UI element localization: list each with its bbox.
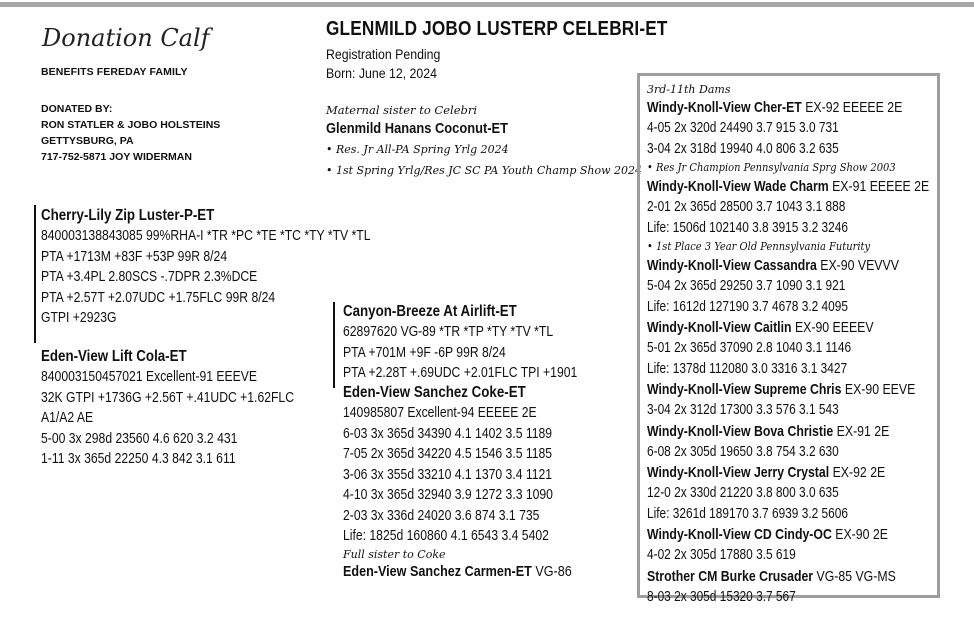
maternal-sister-label: Maternal sister to Celebri: [326, 103, 478, 117]
mgs-block: [343, 301, 622, 384]
dams-heading: 3rd-11th Dams: [647, 83, 731, 96]
mgs-line: PTA +2.28T +.69UDC +2.01FLC TPI +1901: [343, 365, 578, 381]
dam-name-row: [647, 462, 929, 483]
full-sister-line: [343, 562, 572, 583]
dam-record-line: 2-01 2x 365d 28500 3.7 1043 3.1 888: [647, 199, 846, 215]
donated-by-label: DONATED BY:: [41, 103, 113, 115]
maternal-sister-award: • 1st Spring Yrlg/Res JC SC PA Youth Champ Show 2024: [326, 164, 643, 177]
registration-status: Registration Pending: [326, 46, 441, 62]
granddam-line: Life: 1825d 160860 4.1 6543 3.4 5402: [343, 528, 549, 544]
dam-award-note: • Res Jr Champion Pennsylvania Sprg Show 2003: [647, 161, 896, 174]
sire-line: PTA +3.4PL 2.80SCS -.7DPR 2.3%DCE: [41, 269, 258, 285]
mgs-line: PTA +701M +9F -6P 99R 8/24: [343, 344, 506, 361]
dam-award-note: • 1st Place 3 Year Old Pennsylvania Futurity: [647, 240, 871, 253]
dam-score: EX-90 VEVVV: [816, 257, 899, 274]
donated-by-block: [41, 101, 220, 165]
animal-name: GLENMILD JOBO LUSTERP CELEBRI-ET: [326, 18, 668, 40]
mgs-name: Canyon-Breeze At Airlift-ET: [343, 303, 517, 320]
dam-line: 32K GTPI +1736G +2.56T +.41UDC +1.62FLC: [41, 389, 294, 406]
donor-contact: 717-752-5871 JOY WIDERMAN: [41, 151, 192, 163]
donor-location: GETTYSBURG, PA: [41, 135, 134, 147]
granddam-name: Eden-View Sanchez Coke-ET: [343, 384, 526, 401]
granddam-line: 6-03 3x 365d 34390 4.1 1402 3.5 1189: [343, 425, 553, 442]
dam-name: Windy-Knoll-View Jerry Crystal: [647, 464, 830, 481]
dam-record-line: Life: 1506d 102140 3.8 3915 3.2 3246: [647, 219, 849, 236]
dam-record-line: 5-04 2x 365d 29250 3.7 1090 3.1 921: [647, 278, 846, 294]
dam-name: Windy-Knoll-View CD Cindy-OC: [647, 526, 832, 543]
mgs-bracket: [333, 302, 335, 388]
sire-line: GTPI +2923G: [41, 310, 117, 326]
dam-line: 5-00 3x 298d 23560 4.6 620 3.2 431: [41, 430, 238, 447]
dam-score: EX-91 2E: [833, 422, 890, 440]
dam-name-row: [647, 379, 929, 400]
dam-score: VG-85 VG-MS: [813, 567, 896, 585]
dam-record-line: 12-0 2x 330d 21220 3.8 800 3.0 635: [647, 485, 839, 501]
sire-line: PTA +2.57T +2.07UDC +1.75FLC 99R 8/24: [41, 289, 276, 306]
granddam-line: 140985807 Excellent-94 EEEEE 2E: [343, 405, 537, 421]
dam-block: [41, 346, 342, 470]
dam-name: Windy-Knoll-View Cassandra: [647, 257, 817, 274]
dams-box: [637, 73, 940, 605]
full-sister-note: Full sister to Coke: [343, 547, 446, 561]
granddam-line: 3-06 3x 355d 33210 4.1 1370 3.4 1121: [343, 466, 553, 483]
dam-record-line: Life: 1612d 127190 3.7 4678 3.2 4095: [647, 298, 849, 315]
donor-names: RON STATLER & JOBO HOLSTEINS: [41, 119, 221, 131]
dam-score: EX-90 EEEEV: [791, 319, 874, 336]
sire-bracket: [34, 205, 36, 343]
maternal-sister-award: • Res. Jr All-PA Spring Yrlg 2024: [326, 143, 509, 156]
granddam-line: 2-03 3x 336d 24020 3.6 874 3.1 735: [343, 507, 540, 524]
dam-record-line: Life: 1378d 112080 3.0 3316 3.1 3427: [647, 360, 848, 377]
dam-line: A1/A2 AE: [41, 410, 94, 426]
birth-date: Born: June 12, 2024: [326, 65, 437, 81]
dam-record-line: 3-04 2x 312d 17300 3.3 576 3.1 543: [647, 402, 839, 418]
sire-line: PTA +1713M +83F +53P 99R 8/24: [41, 248, 228, 265]
dam-name: Eden-View Lift Cola-ET: [41, 348, 187, 365]
dam-name: Windy-Knoll-View Caitlin: [647, 319, 792, 336]
maternal-sister-block: [326, 102, 642, 181]
dam-name: Windy-Knoll-View Bova Christie: [647, 422, 834, 440]
dam-score: EX-90 2E: [831, 526, 888, 543]
dam-record-line: Life: 3261d 189170 3.7 6939 3.2 5606: [647, 505, 849, 522]
dams-list: [647, 82, 974, 607]
dam-record-line: 6-08 2x 305d 19650 3.8 754 3.2 630: [647, 443, 839, 460]
granddam-line: 4-10 3x 365d 32940 3.9 1272 3.3 1090: [343, 487, 553, 503]
dam-score: EX-92 2E: [829, 464, 886, 481]
sire-line: 840003138843085 99%RHA-I *TR *PC *TE *TC *TY *TV *TL: [41, 228, 371, 244]
dam-score: EX-90 EEVE: [841, 381, 916, 398]
dam-name-row: [647, 97, 929, 118]
mgs-line: 62897620 VG-89 *TR *TP *TY *TV *TL: [343, 324, 554, 340]
dam-name: Strother CM Burke Crusader: [647, 567, 814, 585]
dam-name-row: [647, 255, 929, 276]
dam-record-line: 4-05 2x 320d 24490 3.7 915 3.0 731: [647, 120, 839, 136]
dam-record-line: 5-01 2x 365d 37090 2.8 1040 3.1 1146: [647, 340, 852, 356]
full-sister-score: VG-86: [531, 562, 572, 580]
dam-record-line: 3-04 2x 318d 19940 4.0 806 3.2 635: [647, 140, 839, 157]
dam-name-row: [647, 317, 929, 338]
dam-name-row: [647, 421, 929, 442]
benefits-line: BENEFITS FEREDAY FAMILY: [41, 66, 188, 78]
registration-info: [326, 45, 440, 83]
dam-score: EX-92 EEEEE 2E: [801, 99, 903, 116]
granddam-line: 7-05 2x 365d 34220 4.5 1546 3.5 1185: [343, 446, 553, 462]
top-rule: [0, 2, 974, 7]
sire-name: Cherry-Lily Zip Luster-P-ET: [41, 207, 215, 224]
dam-name-row: [647, 176, 929, 197]
dam-line: 840003150457021 Excellent-91 EEEVE: [41, 369, 258, 385]
dam-name: Windy-Knoll-View Wade Charm: [647, 178, 829, 195]
donation-calf-title: Donation Calf: [42, 24, 210, 52]
dam-line: 1-11 3x 365d 22250 4.3 842 3.1 611: [41, 451, 236, 467]
dam-record-line: 8-03 2x 305d 15320 3.7 567: [647, 588, 796, 605]
dam-name: Windy-Knoll-View Cher-ET: [647, 99, 802, 116]
maternal-sister-name: Glenmild Hanans Coconut-ET: [326, 120, 509, 137]
dam-name: Windy-Knoll-View Supreme Chris: [647, 381, 842, 398]
granddam-block: [343, 382, 615, 582]
dam-score: EX-91 EEEEE 2E: [828, 178, 930, 195]
dam-record-line: 4-02 2x 305d 17880 3.5 619: [647, 547, 796, 563]
dam-name-row: [647, 524, 929, 545]
dam-name-row: [647, 566, 929, 587]
full-sister-name: Eden-View Sanchez Carmen-ET: [343, 562, 532, 580]
